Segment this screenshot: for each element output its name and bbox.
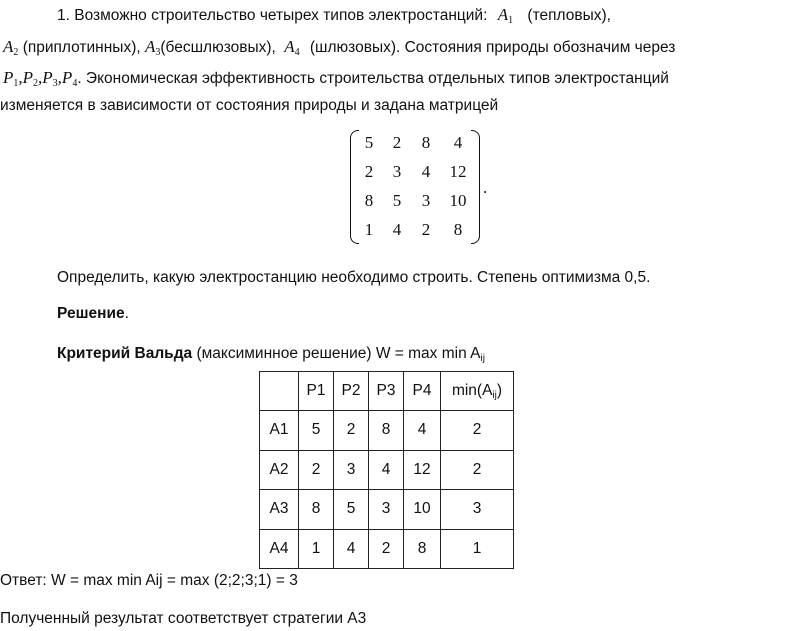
a3-description: (бесшлюзовых),: [160, 39, 276, 56]
solution-heading-period: .: [124, 305, 129, 322]
wald-header-min: $\min(A_{ij})$: [441, 372, 514, 411]
row-label: A4: [260, 529, 299, 569]
matrix-cell: 4: [392, 219, 402, 239]
matrix-cell: 4: [453, 132, 463, 152]
matrix-grid: [356, 128, 476, 244]
matrix-cell: 5: [364, 132, 374, 152]
matrix-cell: 10: [449, 190, 467, 210]
row-label: A1: [260, 411, 299, 451]
table-cell: 3: [369, 490, 404, 530]
table-cell: 8: [369, 411, 404, 451]
table-row: [260, 529, 514, 569]
wald-table-header-row: [260, 372, 514, 411]
table-cell: 3: [334, 450, 369, 490]
problem-line-2: [3, 37, 675, 63]
table-cell: 8: [299, 490, 334, 530]
matrix-row: [356, 128, 476, 157]
solution-heading-label: Решение: [57, 305, 125, 322]
a2-description: (приплотинных),: [22, 39, 141, 56]
solution-heading: [57, 304, 129, 324]
wald-table: [259, 371, 514, 569]
question-text: Определить, какую электростанцию необходимо строить. Степень оптимизма 0,5.: [57, 269, 651, 286]
matrix-cell: 2: [421, 219, 431, 239]
matrix-cell: 8: [364, 190, 374, 210]
wald-header-p2: P2: [334, 372, 369, 411]
a4-symbol: $A_4$: [284, 37, 300, 58]
table-row: [260, 490, 514, 530]
matrix-row: [356, 215, 476, 244]
problem-line-4: [0, 96, 498, 116]
table-cell: 12: [404, 450, 441, 490]
table-cell: 5: [299, 411, 334, 451]
matrix-cell: 8: [421, 132, 431, 152]
table-cell: 4: [334, 529, 369, 569]
matrix-right-bracket: [471, 130, 480, 244]
min-cell: 1: [441, 529, 514, 569]
states-symbols: $P_1,P_2,P_3,P_4$: [3, 68, 78, 89]
matrix-cell: 4: [421, 161, 431, 181]
matrix-row: [356, 157, 476, 186]
criterion-formula: (максиминное решение) $W = \max \min A_{ij}$: [196, 345, 485, 364]
table-cell: 5: [334, 490, 369, 530]
matrix-cell: 2: [392, 132, 402, 152]
a3-symbol: $A_3$: [144, 37, 161, 58]
matrix-cell: 3: [392, 161, 402, 181]
table-cell: 4: [369, 450, 404, 490]
table-cell: 10: [404, 490, 441, 530]
a1-symbol: $A_1$: [497, 5, 514, 26]
table-cell: 4: [404, 411, 441, 451]
criterion-line: [57, 344, 485, 369]
table-row: [260, 450, 514, 490]
min-cell: 3: [441, 490, 514, 530]
min-cell: 2: [441, 411, 514, 451]
conclusion-text: Полученный результат соответствует стратегии А3: [0, 610, 367, 627]
min-cell: 2: [441, 450, 514, 490]
matrix-period: .: [483, 178, 488, 197]
efficiency-text: . Экономическая эффективность строительства отдельных типов электростанций: [77, 70, 669, 87]
wald-header-p1: P1: [299, 372, 334, 411]
a1-description: (тепловых),: [527, 7, 611, 24]
problem-line-1: [57, 5, 611, 31]
wald-header-p3: P3: [369, 372, 404, 411]
matrix-cell: 5: [392, 190, 402, 210]
matrix-cell: 2: [364, 161, 374, 181]
row-label: A2: [260, 450, 299, 490]
answer-text: Ответ: W = max min Aij = max (2;2;3;1) = 3: [0, 572, 298, 589]
criterion-name: Критерий Вальда: [57, 345, 193, 362]
row-label: A3: [260, 490, 299, 530]
table-cell: 2: [334, 411, 369, 451]
payoff-matrix: [350, 128, 480, 245]
wald-header-corner: [260, 372, 299, 411]
a4-description: (шлюзовых). Состояния природы обозначим через: [309, 39, 676, 56]
matrix-cell: 8: [453, 219, 463, 239]
matrix-row: [356, 186, 476, 215]
table-cell: 2: [299, 450, 334, 490]
matrix-cell: 3: [421, 190, 431, 210]
wald-header-p4: P4: [404, 372, 441, 411]
matrix-cell: 12: [449, 161, 467, 181]
table-cell: 2: [369, 529, 404, 569]
a2-symbol: $A_2$: [3, 37, 19, 58]
problem-line-3: [3, 68, 669, 94]
problem-intro-text: 1. Возможно строительство четырех типов электростанций:: [57, 7, 488, 24]
matrix-cell: 1: [364, 219, 374, 239]
table-cell: 8: [404, 529, 441, 569]
table-row: [260, 411, 514, 451]
matrix-intro-text: изменяется в зависимости от состояния природы и задана матрицей: [0, 97, 499, 114]
table-cell: 1: [299, 529, 334, 569]
